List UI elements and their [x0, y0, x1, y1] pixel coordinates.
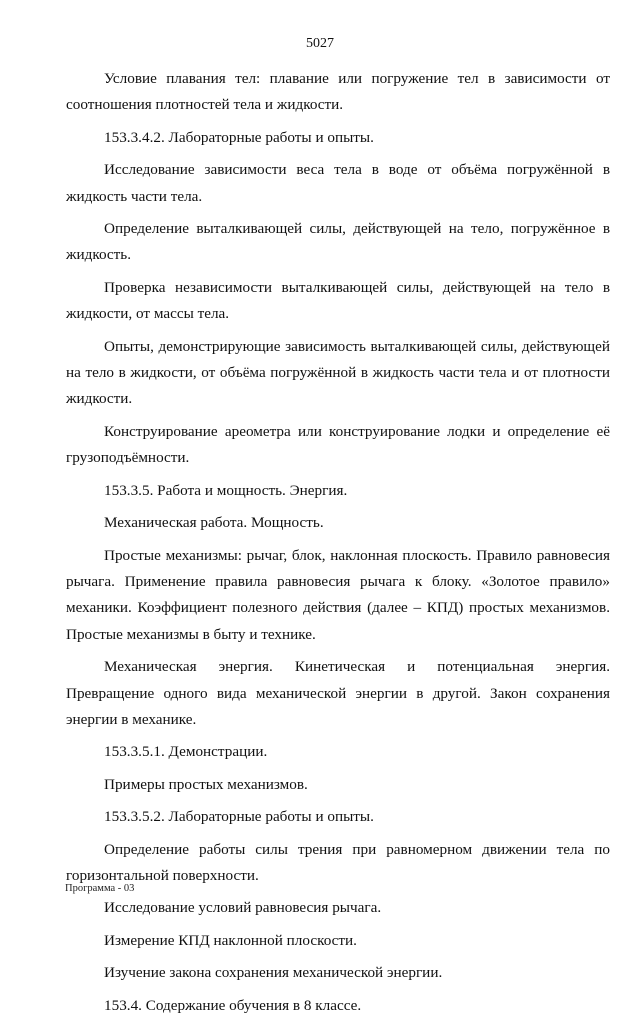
paragraph: Механическая энергия. Кинетическая и потенциальная энергия. Превращение одного вида механической энергии в другой. Закон сохранения энергии в механике.: [66, 658, 610, 728]
section-heading: 153.3.5.1. Демонстрации.: [104, 743, 268, 761]
section-heading: 153.3.5.2. Лабораторные работы и опыты.: [104, 808, 374, 826]
document-body: [66, 66, 610, 1019]
paragraph: Исследование зависимости веса тела в воде от объёма погружённой в жидкость части тела.: [66, 161, 610, 205]
paragraph: Определение выталкивающей силы, действующей на тело, погружённое в жидкость.: [66, 220, 610, 264]
page-number: 5027: [306, 36, 334, 51]
paragraph: Условие плавания тел: плавание или погружение тел в зависимости от соотношения плотностей тела и жидкости.: [66, 70, 610, 114]
paragraph: Изучение закона сохранения механической энергии.: [104, 964, 443, 982]
paragraph: Определение работы силы трения при равномерном движении тела по горизонтальной поверхности.: [66, 840, 610, 884]
footer-label: Программа - 03: [65, 883, 135, 894]
section-heading: 153.3.5. Работа и мощность. Энергия.: [104, 481, 348, 499]
section-heading: 153.4. Содержание обучения в 8 классе.: [104, 996, 362, 1014]
paragraph: Опыты, демонстрирующие зависимость выталкивающей силы, действующей на тело в жидкости, от объёма погружённой в жидкость части тела и от плотности жидкости.: [66, 337, 610, 408]
section-heading: 153.3.4.2. Лабораторные работы и опыты.: [104, 128, 374, 146]
paragraph: Примеры простых механизмов.: [104, 775, 308, 793]
paragraph: Измерение КПД наклонной плоскости.: [104, 931, 357, 949]
paragraph: Механическая работа. Мощность.: [104, 514, 324, 532]
paragraph: Конструирование ареометра или конструирование лодки и определение её грузоподъёмности.: [66, 422, 610, 467]
paragraph: Проверка независимости выталкивающей силы, действующей на тело в жидкости, от массы тела.: [66, 278, 610, 323]
paragraph: Исследование условий равновесия рычага.: [104, 899, 382, 917]
paragraph: Простые механизмы: рычаг, блок, наклонная плоскость. Правило равновесия рычага. Применение правила равновесия рычага к блоку. «Золотое правило» механики. Коэффициент полезного действия (далее – КПД) простых механизмов. Простые механизмы в быту и технике.: [66, 546, 610, 643]
